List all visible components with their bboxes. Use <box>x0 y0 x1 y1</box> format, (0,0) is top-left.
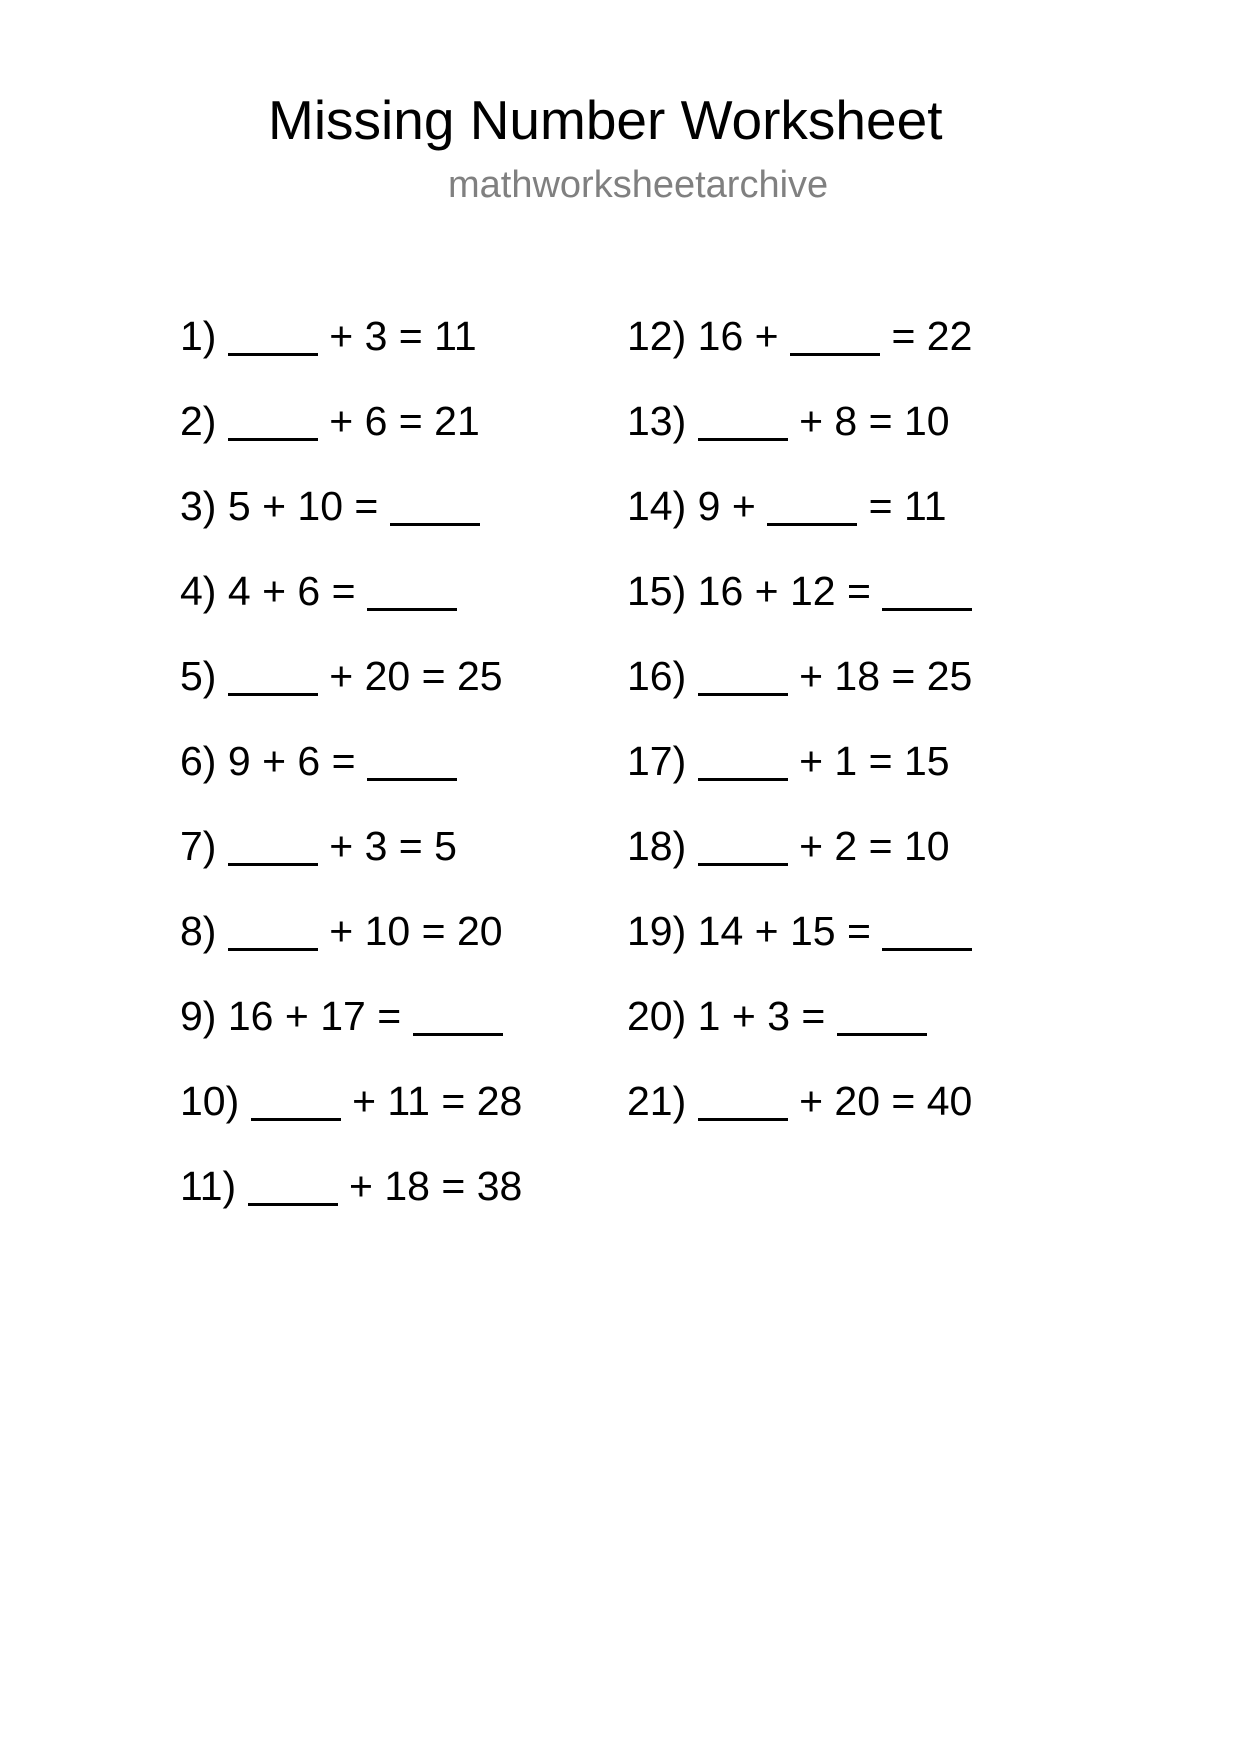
problem-9 <box>180 991 522 1076</box>
problem-3 <box>180 481 522 566</box>
problem-number: 21) <box>627 1078 687 1124</box>
problem-number: 4) <box>180 568 217 614</box>
problem-column-right <box>627 311 972 1161</box>
answer-blank[interactable] <box>413 995 503 1036</box>
worksheet-source: mathworksheetarchive <box>448 164 829 206</box>
problem-lhs: 9 + 6 = <box>227 738 356 784</box>
problem-21 <box>627 1076 972 1161</box>
answer-blank[interactable] <box>228 315 318 356</box>
answer-blank[interactable] <box>367 740 457 781</box>
problem-rhs: + 3 = 5 <box>329 823 457 869</box>
problem-number: 16) <box>627 653 687 699</box>
problem-20 <box>627 991 972 1076</box>
answer-blank[interactable] <box>698 1080 788 1121</box>
problem-rhs: + 20 = 40 <box>799 1078 973 1124</box>
answer-blank[interactable] <box>767 485 857 526</box>
problem-number: 13) <box>627 398 687 444</box>
problem-number: 10) <box>180 1078 240 1124</box>
problem-rhs: + 6 = 21 <box>329 398 480 444</box>
problem-10 <box>180 1076 522 1161</box>
answer-blank[interactable] <box>790 315 880 356</box>
problem-lhs: 14 + 15 = <box>697 908 871 954</box>
problem-rhs: + 18 = 25 <box>799 653 973 699</box>
problem-lhs: 4 + 6 = <box>227 568 356 614</box>
problem-8 <box>180 906 522 991</box>
answer-blank[interactable] <box>698 655 788 696</box>
problem-lhs: 1 + 3 = <box>697 993 826 1039</box>
problem-lhs: 16 + 17 = <box>227 993 402 1039</box>
problem-column-left <box>180 311 522 1246</box>
answer-blank[interactable] <box>248 1165 338 1206</box>
problem-number: 8) <box>180 908 217 954</box>
answer-blank[interactable] <box>882 910 972 951</box>
problem-11 <box>180 1161 522 1246</box>
problem-number: 15) <box>627 568 687 614</box>
answer-blank[interactable] <box>228 655 318 696</box>
problem-16 <box>627 651 972 736</box>
problem-1 <box>180 311 522 396</box>
problem-12 <box>627 311 972 396</box>
answer-blank[interactable] <box>882 570 972 611</box>
answer-blank[interactable] <box>698 825 788 866</box>
problem-lhs: 5 + 10 = <box>227 483 379 529</box>
problem-rhs: + 2 = 10 <box>799 823 950 869</box>
problem-6 <box>180 736 522 821</box>
problem-lhs: 9 + <box>697 483 756 529</box>
answer-blank[interactable] <box>837 995 927 1036</box>
problem-7 <box>180 821 522 906</box>
problem-number: 3) <box>180 483 217 529</box>
problem-number: 2) <box>180 398 217 444</box>
problem-lhs: 16 + <box>697 313 779 359</box>
answer-blank[interactable] <box>251 1080 341 1121</box>
answer-blank[interactable] <box>698 400 788 441</box>
answer-blank[interactable] <box>698 740 788 781</box>
problem-number: 9) <box>180 993 217 1039</box>
problem-lhs: 16 + 12 = <box>697 568 871 614</box>
problem-rhs: + 18 = 38 <box>349 1163 523 1209</box>
answer-blank[interactable] <box>228 910 318 951</box>
problem-rhs: = 11 <box>868 483 947 529</box>
problem-19 <box>627 906 972 991</box>
problem-rhs: = 22 <box>891 313 973 359</box>
problem-14 <box>627 481 972 566</box>
problem-4 <box>180 566 522 651</box>
problem-number: 1) <box>180 313 217 359</box>
problem-13 <box>627 396 972 481</box>
answer-blank[interactable] <box>228 825 318 866</box>
problem-number: 14) <box>627 483 687 529</box>
problem-number: 18) <box>627 823 687 869</box>
problem-number: 5) <box>180 653 217 699</box>
problem-number: 20) <box>627 993 687 1039</box>
problem-rhs: + 3 = 11 <box>329 313 477 359</box>
problem-number: 12) <box>627 313 687 359</box>
problem-number: 6) <box>180 738 217 784</box>
problem-number: 7) <box>180 823 217 869</box>
worksheet-title: Missing Number Worksheet <box>268 89 943 151</box>
problem-number: 11) <box>180 1163 237 1209</box>
problem-17 <box>627 736 972 821</box>
answer-blank[interactable] <box>228 400 318 441</box>
problem-15 <box>627 566 972 651</box>
problem-rhs: + 1 = 15 <box>799 738 950 784</box>
answer-blank[interactable] <box>390 485 480 526</box>
problem-5 <box>180 651 522 736</box>
problem-2 <box>180 396 522 481</box>
problem-number: 19) <box>627 908 687 954</box>
problem-rhs: + 20 = 25 <box>329 653 503 699</box>
problem-rhs: + 10 = 20 <box>329 908 503 954</box>
answer-blank[interactable] <box>367 570 457 611</box>
problem-rhs: + 8 = 10 <box>799 398 950 444</box>
problem-number: 17) <box>627 738 687 784</box>
problem-18 <box>627 821 972 906</box>
problem-rhs: + 11 = 28 <box>352 1078 523 1124</box>
